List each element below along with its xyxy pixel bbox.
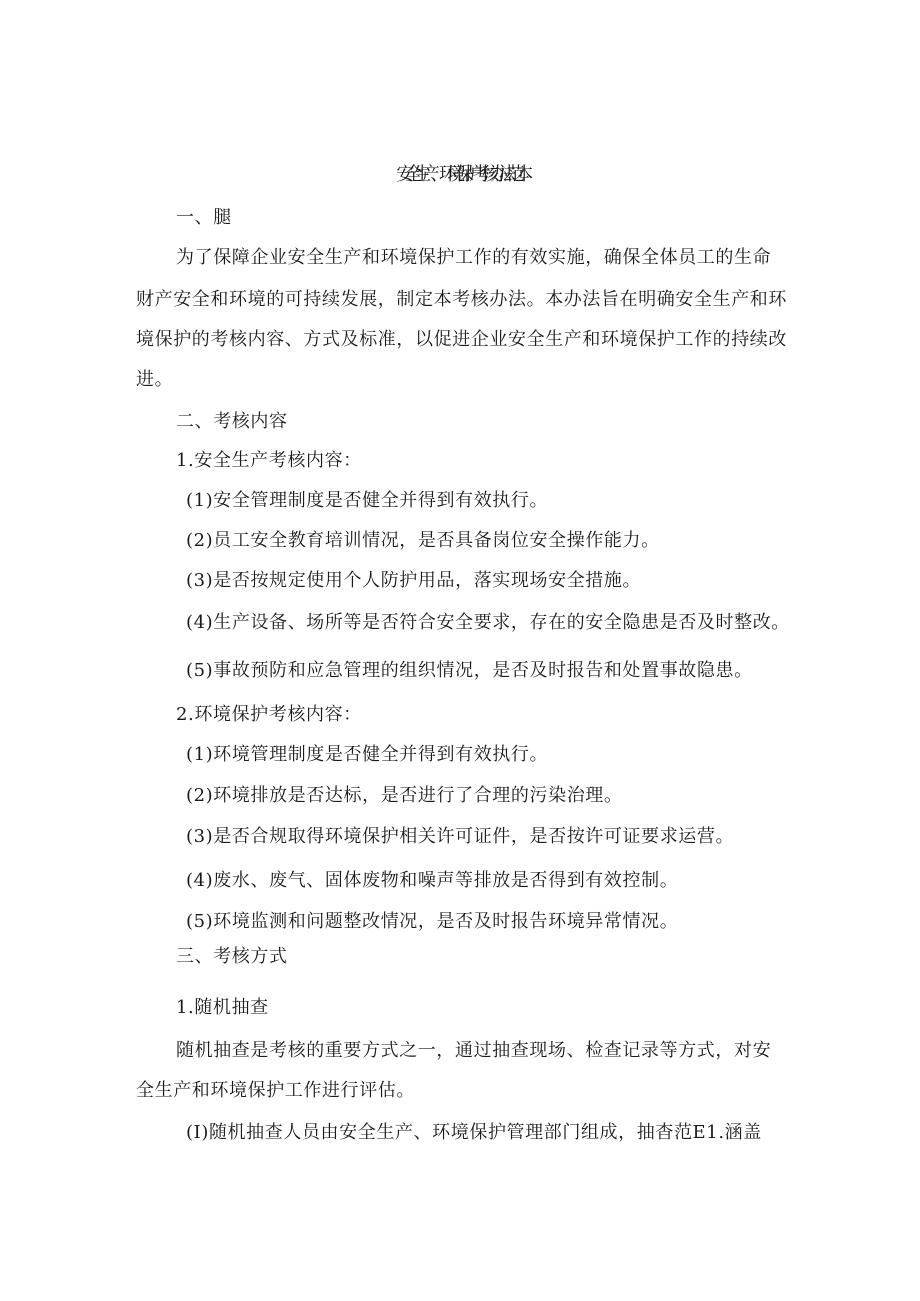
environment-item: (3)是否合规取得环境保护相关许可证件，是否按许可证要求运营。 — [186, 826, 735, 847]
environment-heading: 2.环境保护考核内容： — [176, 704, 362, 725]
safety-item: (5)事故预防和应急管理的组织情况，是否及时报告和处置事故隐患。 — [186, 660, 753, 681]
random-check-heading: 1.随机抽查 — [176, 997, 269, 1018]
page-title: 安全生产、环境保护考核办法范本 — [396, 164, 524, 185]
section-heading-3: 三、考核方式 — [176, 946, 288, 967]
section-heading-1: 一、腿 — [176, 207, 232, 228]
intro-line-1: 为了保障企业安全生产和环境保护工作的有效实施，确保全体员工的生命 — [176, 247, 772, 268]
random-check-item-1: (I)随机抽查人员由安全生产、环境保护管理部门组成，抽杳范E1.涵盖 — [186, 1122, 762, 1143]
random-check-para-line-2: 全生产和环境保护工作进行评估。 — [136, 1080, 415, 1101]
environment-item: (1)环境管理制度是否健全并得到有效执行。 — [186, 744, 549, 765]
safety-item: (3)是否按规定使用个人防护用品，落实现场安全措施。 — [186, 570, 642, 591]
environment-item: (5)环境监测和问题整改情况，是否及时报告环境异常情况。 — [186, 911, 679, 932]
section-heading-2: 二、考核内容 — [176, 411, 288, 432]
safety-item: (1)安全管理制度是否健全并得到有效执行。 — [186, 490, 549, 511]
safety-item: (4)生产设备、场所等是否符合安全要求，存在的安全隐患是否及时整改。 — [186, 612, 790, 633]
environment-item: (2)环境排放是否达标，是否进行了合理的污染治理。 — [186, 785, 623, 806]
random-check-para-line-1: 随机抽查是考核的重要方式之一，通过抽查现场、检查记录等方式，对安 — [176, 1040, 772, 1061]
environment-item: (4)废水、废气、固体废物和噪声等排放是否得到有效控制。 — [186, 870, 679, 891]
intro-line-3: 境保护的考核内容、方式及标准，以促进企业安全生产和环境保护工作的持续改 — [136, 329, 787, 350]
intro-line-2: 财产安全和环境的可持续发展，制定本考核办法。本办法旨在明确安全生产和环 — [136, 289, 787, 310]
safety-item: (2)员工安全教育培训情况，是否具备岗位安全操作能力。 — [186, 530, 660, 551]
safety-heading: 1.安全生产考核内容： — [176, 450, 362, 471]
intro-line-4: 进。 — [136, 369, 174, 390]
